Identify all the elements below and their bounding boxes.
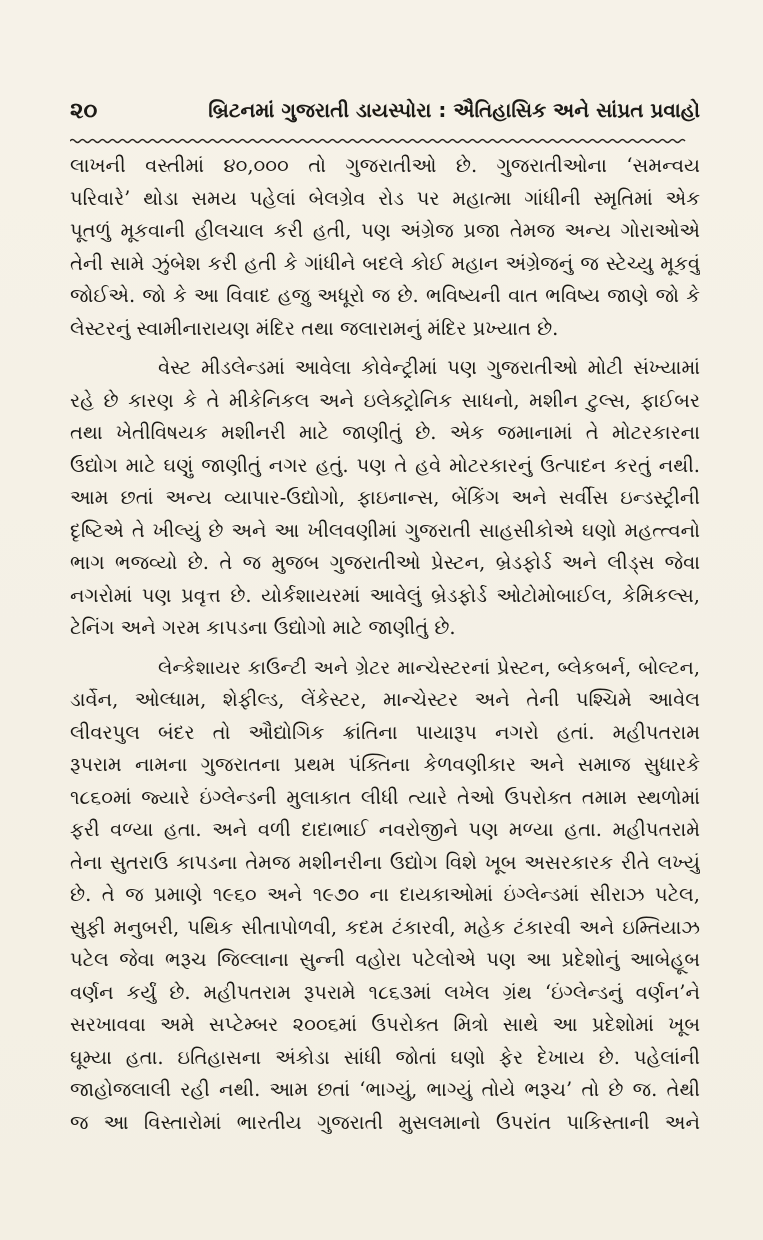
text-line: ભાગ ભજવ્યો છે. તે જ મુજબ ગુજરાતીઓ પ્રેસ્ટન, બ્રેડફોર્ડ અને લીડ્સ જેવા: [70, 551, 700, 574]
text-line: ટેનિંગ અને ગરમ કાપડના ઉદ્યોગો માટે જાણીતું છે.: [70, 616, 456, 639]
text-line: લેન્કેશાયર કાઉન્ટી અને ગ્રેટર માન્ચેસ્ટરનાં પ્રેસ્ટન, બ્લેકબર્ન, બોલ્ટન,: [158, 655, 700, 679]
text-line: ફરી વળ્યા હતા. અને વળી દાદાભાઈ નવરોજીને પણ મળ્યા હતા. મહીપતરામે: [70, 818, 700, 841]
text-line: છે. તે જ પ્રમાણે ૧૯૬૦ અને ૧૯૭૦ ના દાયકાઓમાં ઇંગ્લેન્ડમાં સીરાઝ પટેલ,: [70, 883, 700, 906]
text-line: લાખની વસ્તીમાં ૪૦,૦૦૦ તો ગુજરાતીઓ છે. ગુજરાતીઓના ‘સમન્વય: [70, 154, 700, 177]
text-line: સુફી મનુબરી, પથિક સીતાપોળવી, કદમ ટંકારવી, મહેક ટંકારવી અને ઇમ્તિયાઝ: [70, 915, 700, 939]
text-line: જ આ વિસ્તારોમાં ભારતીય ગુજરાતી મુસલમાનો ઉપરાંત પાકિસ્તાની અને: [70, 1110, 700, 1134]
text-line: તેના સુતરાઉ કાપડના તેમજ મશીનરીના ઉદ્યોગ વિશે ખૂબ અસરકારક રીતે લખ્યું: [70, 850, 700, 874]
text-line: સરખાવવા અમે સપ્ટેમ્બર ૨૦૦૬માં ઉપરોક્ત મિત્રો સાથે આ પ્રદેશોમાં ખૂબ: [70, 1013, 700, 1036]
text-line: રહે છે કારણ કે તે મીકેનિકલ અને ઇલેક્ટ્રોનિક સાધનો, મશીન ટુલ્સ, ફાઈબર: [70, 388, 700, 412]
paragraph-1: [70, 150, 700, 345]
paragraph-3: [70, 652, 700, 1140]
text-line: પટેલ જેવા ભરૂચ જિલ્લાના સુન્ની વહોરા પટેલોએ પણ આ પ્રદેશોનું આબેહૂબ: [70, 948, 700, 971]
text-line: જોઈએ. જો કે આ વિવાદ હજુ અધૂરો જ છે. ભવિષ્યની વાત ભવિષ્ય જાણે જો કે: [70, 284, 700, 307]
text-line: પૂતળું મૂકવાની હીલચાલ કરી હતી, પણ અંગ્રેજ પ્રજા તેમજ અન્ય ગોરાઓએ: [70, 219, 700, 242]
text-line: તથા ખેતીવિષયક મશીનરી માટે જાણીતું છે. એક જમાનામાં તે મોટરકારના: [70, 421, 700, 444]
text-line: ઉદ્યોગ માટે ઘણું જાણીતું નગર હતું. પણ તે હવે મોટરકારનું ઉત્પાદન કરતું નથી.: [70, 453, 700, 477]
text-line: રૂપરામ નામના ગુજરાતના પ્રથમ પંક્તિના કેળવણીકાર અને સમાજ સુધારકે: [70, 753, 700, 776]
text-line: નગરોમાં પણ પ્રવૃત્ત છે. યોર્કશાયરમાં આવેલું બ્રેડફોર્ડ ઓટોમોબાઈલ, કેમિકલ્સ,: [70, 583, 700, 607]
text-line: લીવરપુલ બંદર તો ઔદ્યોગિક ક્રાંતિના પાયારૂપ નગરો હતાં. મહીપતરામ: [70, 720, 700, 744]
running-title: બ્રિટનમાં ગુજરાતી ડાયસ્પોરા : ઐતિહાસિક અને સાંપ્રત પ્રવાહો: [208, 98, 700, 122]
text-line: પરિવારે’ થોડા સમય પહેલાં બેલગ્રેવ રોડ પર મહાત્મા ગાંધીની સ્મૃતિમાં એક: [70, 186, 700, 210]
header-divider: [70, 138, 700, 144]
page-header: [70, 96, 700, 132]
text-line: દૃષ્ટિએ તે ખીલ્યું છે અને આ ખીલવણીમાં ગુજરાતી સાહસીકોએ ઘણો મહત્ત્વનો: [70, 518, 700, 542]
page-number: ૨૦: [70, 98, 98, 124]
text-line: આમ છતાં અન્ય વ્યાપાર-ઉદ્યોગો, ફાઇનાન્સ, બેંકિંગ અને સર્વીસ ઇન્ડસ્ટ્રીની: [70, 486, 700, 509]
text-line: લેસ્ટરનું સ્વામીનારાયણ મંદિર તથા જલારામનું મંદિર પ્રખ્યાત છે.: [70, 316, 559, 340]
text-line: તેની સામે ઝુંબેશ કરી હતી કે ગાંધીને બદલે કોઈ મહાન અંગ્રેજનું જ સ્ટેચ્યુ મૂકવું: [70, 251, 700, 275]
text-line: ઘૂમ્યા હતા. ઇતિહાસના અંકોડા સાંધી જોતાં ઘણો ફેર દેખાય છે. પહેલાંની: [70, 1045, 700, 1069]
text-line: જાહોજલાલી રહી નથી. આમ છતાં ‘ભાગ્યું, ભાગ્યું તોયે ભરૂચ’ તો છે જ. તેથી: [70, 1078, 700, 1101]
body-text: [70, 150, 700, 1139]
text-line: વર્ણન કર્યું છે. મહીપતરામ રૂપરામે ૧૮૬૩માં લખેલ ગ્રંથ ‘ઇંગ્લેન્ડનું વર્ણન’ને: [70, 980, 700, 1004]
text-line: ડાર્વેન, ઓલ્ધામ, શેફીલ્ડ, લેંકેસ્ટર, માન્ચેસ્ટર અને તેની પશ્ચિમે આવેલ: [70, 688, 700, 711]
text-line: ૧૮૬૦માં જ્યારે ઇંગ્લેન્ડની મુલાકાત લીધી ત્યારે તેઓ ઉપરોક્ત તમામ સ્થળોમાં: [70, 785, 700, 809]
paragraph-2: [70, 352, 700, 645]
text-line: વેસ્ટ મીડલેન્ડમાં આવેલા કોવેન્ટ્રીમાં પણ ગુજરાતીઓ મોટી સંખ્યામાં: [158, 356, 700, 379]
